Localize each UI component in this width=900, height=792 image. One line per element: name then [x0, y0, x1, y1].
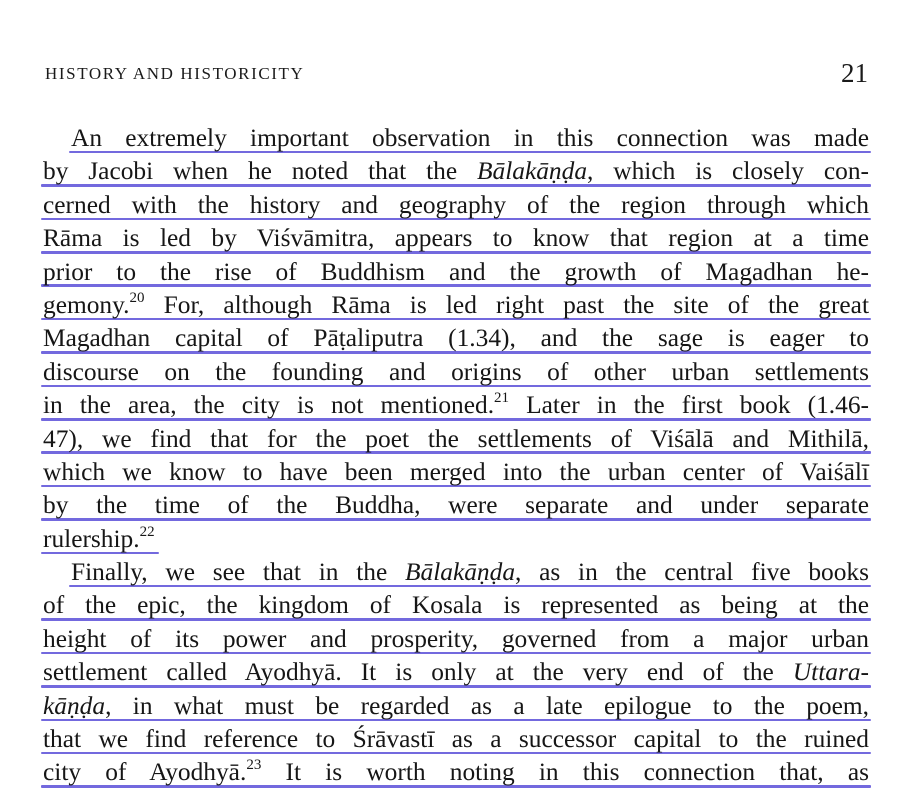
text-line[interactable]: 47), we find that for the poet the settlements of Viśālā and Mithilā, [43, 424, 869, 453]
text-line[interactable]: An extremely important observation in this connection was made [71, 124, 869, 152]
text-line[interactable]: that we find reference to Śrāvastī as a successor capital to the ruined [43, 725, 869, 754]
text-line[interactable]: settlement called Ayodhyā. It is only at the very end of the Uttara- [43, 658, 869, 687]
text-line[interactable]: cerned with the history and geography of the region through which [43, 190, 869, 219]
text-line[interactable]: Magadhan capital of Pāṭaliputra (1.34), and the sage is eager to [43, 324, 869, 353]
text-line[interactable]: prior to the rise of Buddhism and the growth of Magadhan he- [43, 257, 869, 286]
text-line[interactable]: by the time of the Buddha, were separate and under separate [43, 491, 869, 520]
text-line[interactable]: which we know to have been merged into the urban center of Vaiśālī [43, 457, 869, 486]
running-head-title: HISTORY AND HISTORICITY [45, 64, 305, 83]
text-line[interactable]: gemony.$^{20}$ For, although Rāma is led right past the site of the great [43, 289, 869, 319]
text-line[interactable]: kāṇḍa, in what must be regarded as a late epilogue to the poem, [43, 691, 869, 720]
body-text [43, 122, 869, 790]
text-line[interactable]: Finally, we see that in the Bālakāṇḍa, as in the central five books [71, 558, 869, 587]
text-line[interactable]: of the epic, the kingdom of Kosala is represented as being at the [43, 591, 869, 620]
text-line[interactable]: Rāma is led by Viśvāmitra, appears to know that region at a time [43, 224, 869, 253]
text-line[interactable]: by Jacobi when he noted that the Bālakāṇḍa, which is closely con- [43, 157, 869, 186]
text-line[interactable]: in the area, the city is not mentioned.$^{21}$ Later in the first book (1.46- [43, 389, 869, 422]
page-number: 21 [841, 58, 868, 88]
text-line[interactable]: rulership.$^{22}$ [43, 523, 869, 556]
text-line[interactable]: height of its power and prosperity, governed from a major urban [43, 624, 869, 653]
text-line[interactable]: discourse on the founding and origins of other urban settlements [43, 357, 869, 386]
text-line[interactable]: city of Ayodhyā.$^{23}$ It is worth noting in this connection that, as [43, 757, 869, 787]
